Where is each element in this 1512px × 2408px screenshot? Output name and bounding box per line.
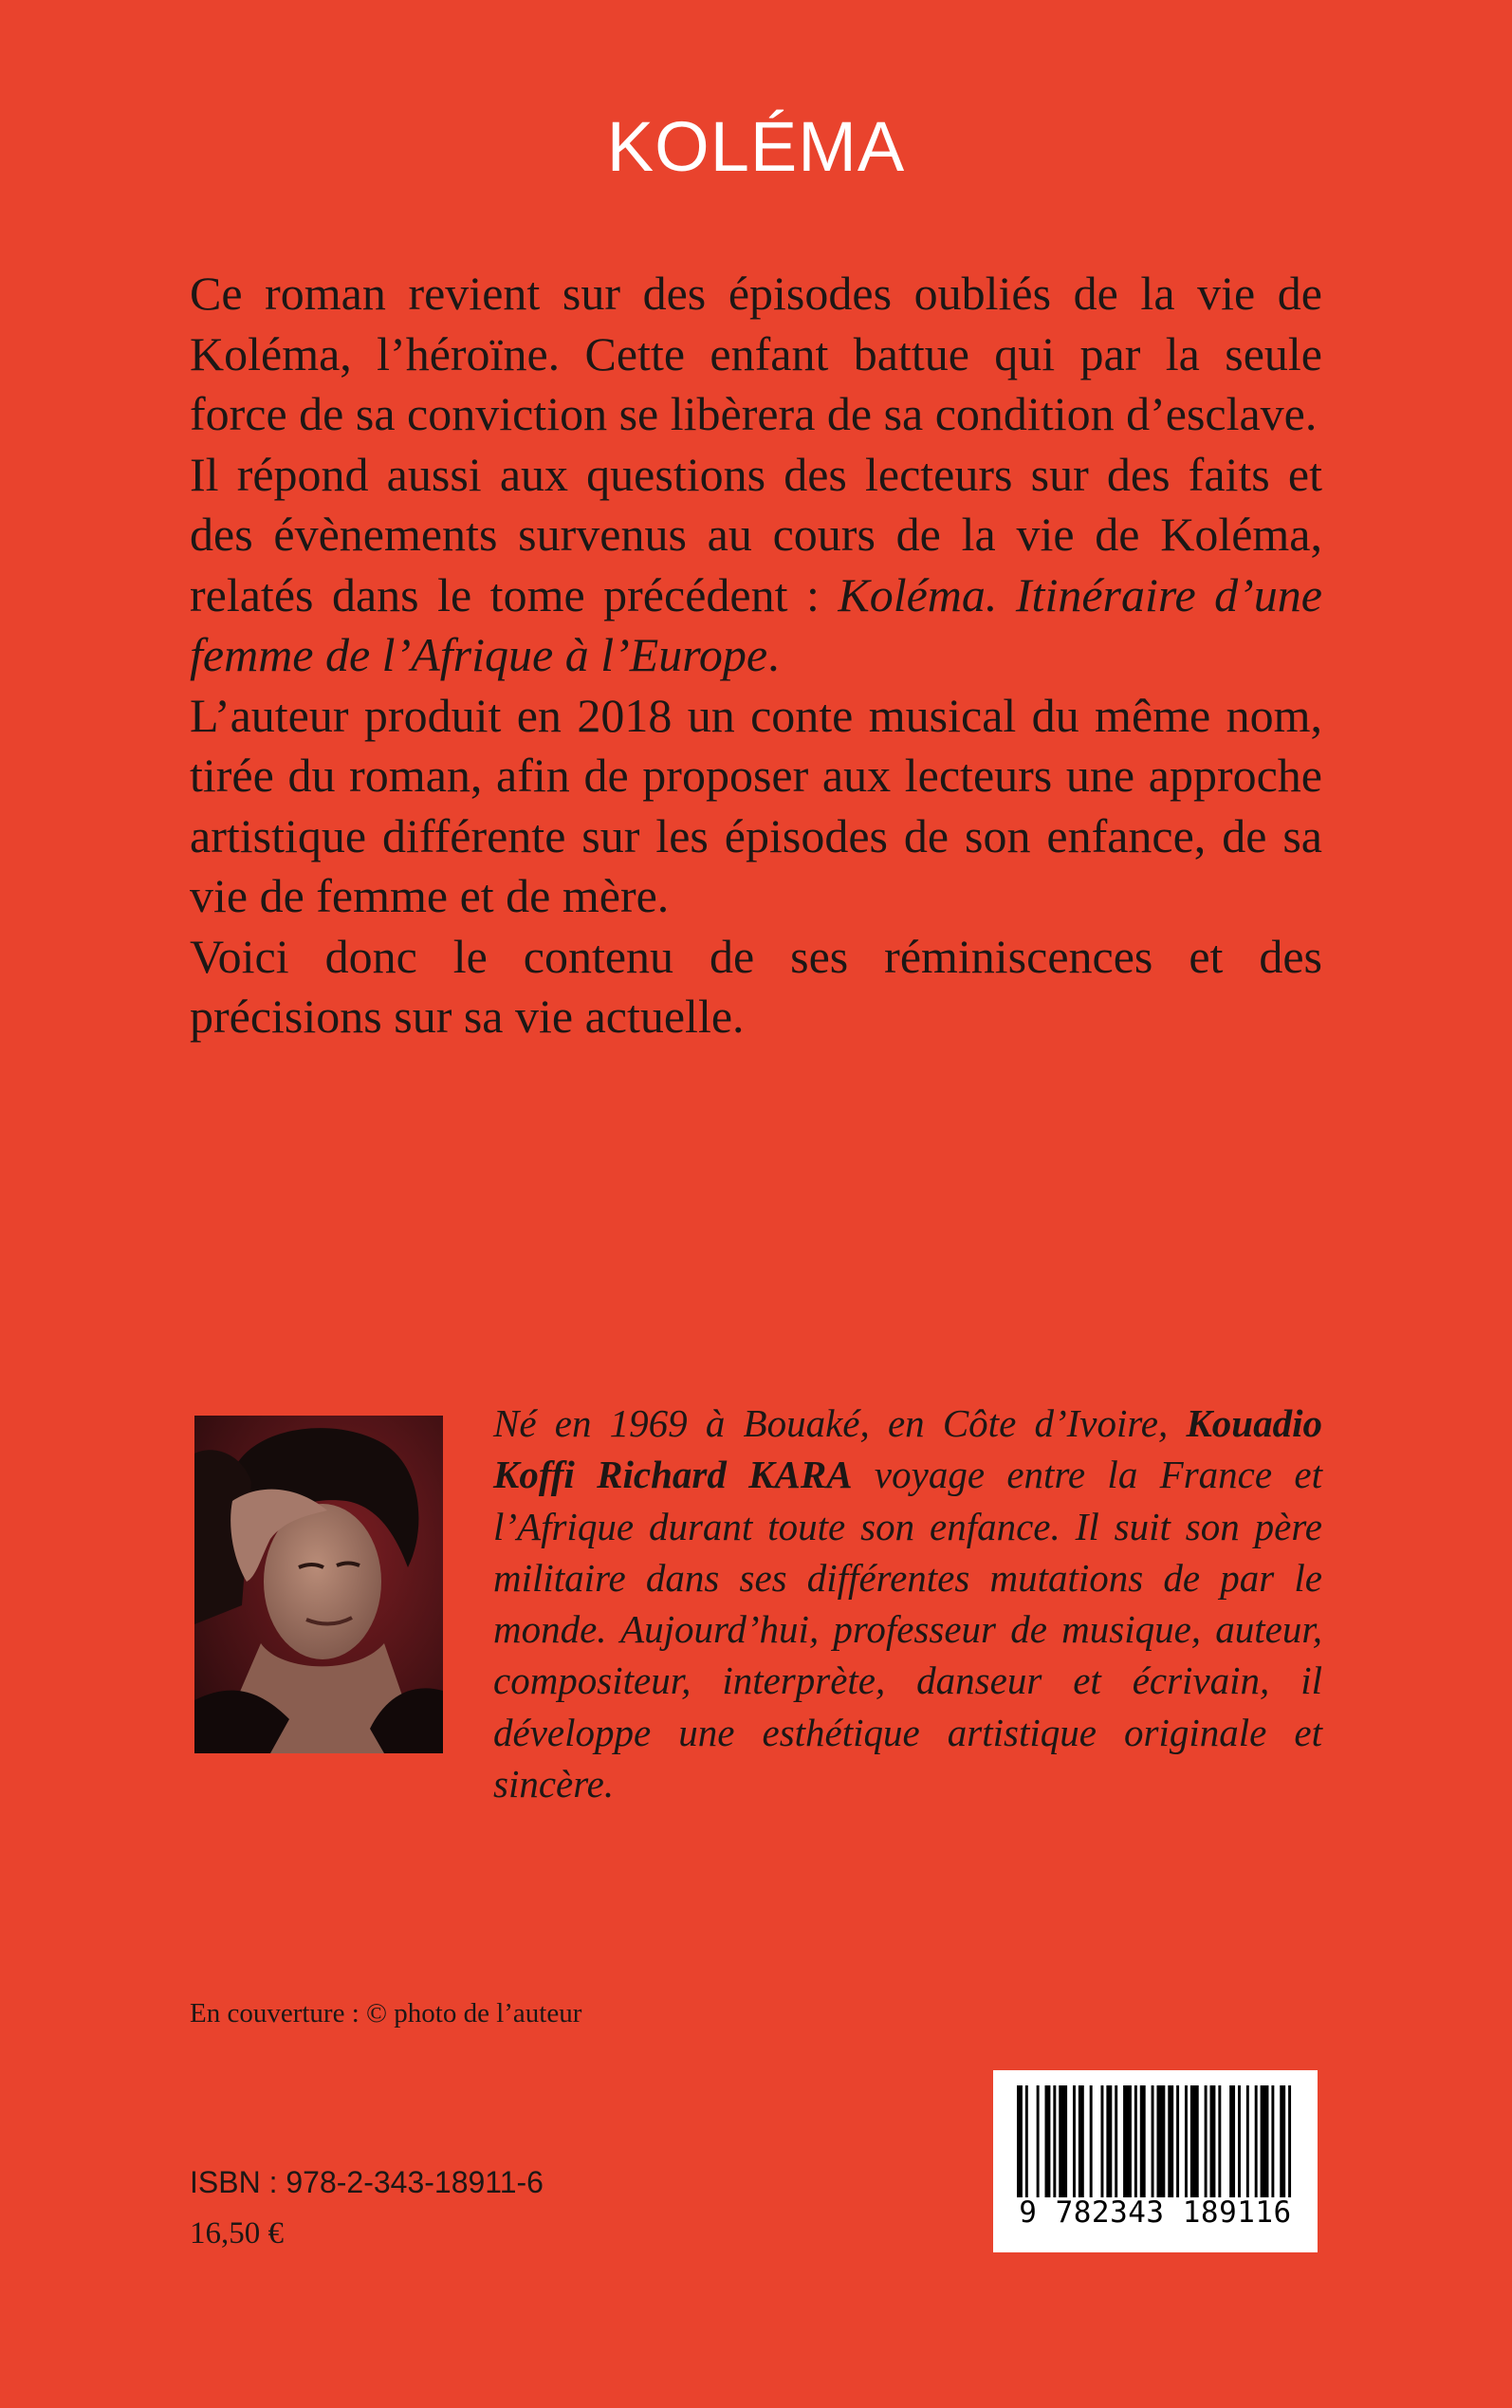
- barcode-bar: [1106, 2085, 1112, 2197]
- barcode-bar: [1271, 2085, 1274, 2197]
- summary-paragraph-2: [190, 445, 1322, 686]
- barcode-bar: [1185, 2085, 1188, 2197]
- barcode-bar: [1140, 2085, 1146, 2197]
- barcode-bar: [1190, 2085, 1199, 2197]
- summary-paragraph-3: L’auteur produit en 2018 un conte musical du même nom, tirée du roman, afin de proposer aux lecteurs une approche artistique différente sur les épisodes de son enfance, de sa vie de femme et de mère.: [190, 688, 1322, 922]
- barcode-bars: [1017, 2085, 1294, 2197]
- barcode-bar: [1017, 2085, 1023, 2197]
- barcode-bar: [1229, 2085, 1235, 2197]
- barcode-bar: [1123, 2085, 1132, 2197]
- barcode-bar: [1246, 2085, 1249, 2197]
- cover-credit: En couverture : © photo de l’auteur: [190, 1998, 582, 2028]
- barcode-bar: [1079, 2085, 1084, 2197]
- barcode-bar: [1280, 2085, 1285, 2197]
- barcode-bar: [1100, 2085, 1103, 2197]
- barcode-bar: [1218, 2085, 1221, 2197]
- barcode-bar: [1205, 2085, 1208, 2197]
- barcode-bar: [1073, 2085, 1076, 2197]
- barcode-bar: [1210, 2085, 1216, 2197]
- summary-paragraph-4: Voici donc le contenu de ses réminiscences et des précisions sur sa vie actuelle.: [190, 929, 1322, 1043]
- author-name: Kouadio Koffi Richard KARA: [493, 1401, 1322, 1497]
- author-photo: [194, 1416, 443, 1753]
- barcode-bar: [1156, 2085, 1165, 2197]
- barcode-bar: [1176, 2085, 1179, 2197]
- summary-paragraph-2-text: Il répond aussi aux questions des lecteurs sur des faits et des évènements survenus au cours de la vie de Koléma, relatés dans le tome précédent :: [190, 447, 1322, 621]
- barcode-bar: [1037, 2085, 1040, 2197]
- barcode-digits: 9 782343 189116: [1019, 2195, 1292, 2230]
- barcode-bar: [1168, 2085, 1173, 2197]
- author-bio-intro: Né en 1969 à Bouaké, en Côte d’Ivoire,: [493, 1401, 1187, 1445]
- barcode-bar: [1288, 2085, 1291, 2197]
- author-biography: [493, 1398, 1322, 1809]
- barcode: [993, 2070, 1318, 2252]
- barcode-bar: [1261, 2085, 1269, 2197]
- isbn: ISBN : 978-2-343-18911-6: [190, 2165, 544, 2199]
- barcode-bar: [1238, 2085, 1241, 2197]
- summary-paragraph-2-end: .: [767, 628, 780, 681]
- previous-volume-title: Koléma. Itinéraire d’une femme de l’Afrique à l’Europe: [190, 567, 1323, 681]
- price: 16,50 €: [190, 2216, 284, 2251]
- book-summary: [190, 264, 1322, 1047]
- barcode-bar: [1053, 2085, 1056, 2197]
- barcode-bar: [1152, 2085, 1154, 2197]
- author-bio-text: voyage entre la France et l’Afrique durant toute son enfance. Il suit son père militaire dans ses différentes mutations de par le monde. Aujourd’hui, professeur de musique, auteur, compositeur, interprète, danseur et écrivain, il développe une esthétique artistique originale et sincère.: [493, 1453, 1322, 1806]
- book-title: KOLÉMA: [606, 107, 906, 186]
- barcode-bar: [1025, 2085, 1028, 2197]
- summary-paragraph-1: Ce roman revient sur des épisodes oubliés de la vie de Koléma, l’héroïne. Cette enfant battue qui par la seule force de sa conviction se libèrera de sa condition d’esclave.: [190, 267, 1322, 440]
- barcode-bar: [1090, 2085, 1093, 2197]
- barcode-bar: [1059, 2085, 1067, 2197]
- barcode-bar: [1255, 2085, 1258, 2197]
- barcode-bar: [1134, 2085, 1137, 2197]
- barcode-bar: [1115, 2085, 1117, 2197]
- barcode-bar: [1044, 2085, 1050, 2197]
